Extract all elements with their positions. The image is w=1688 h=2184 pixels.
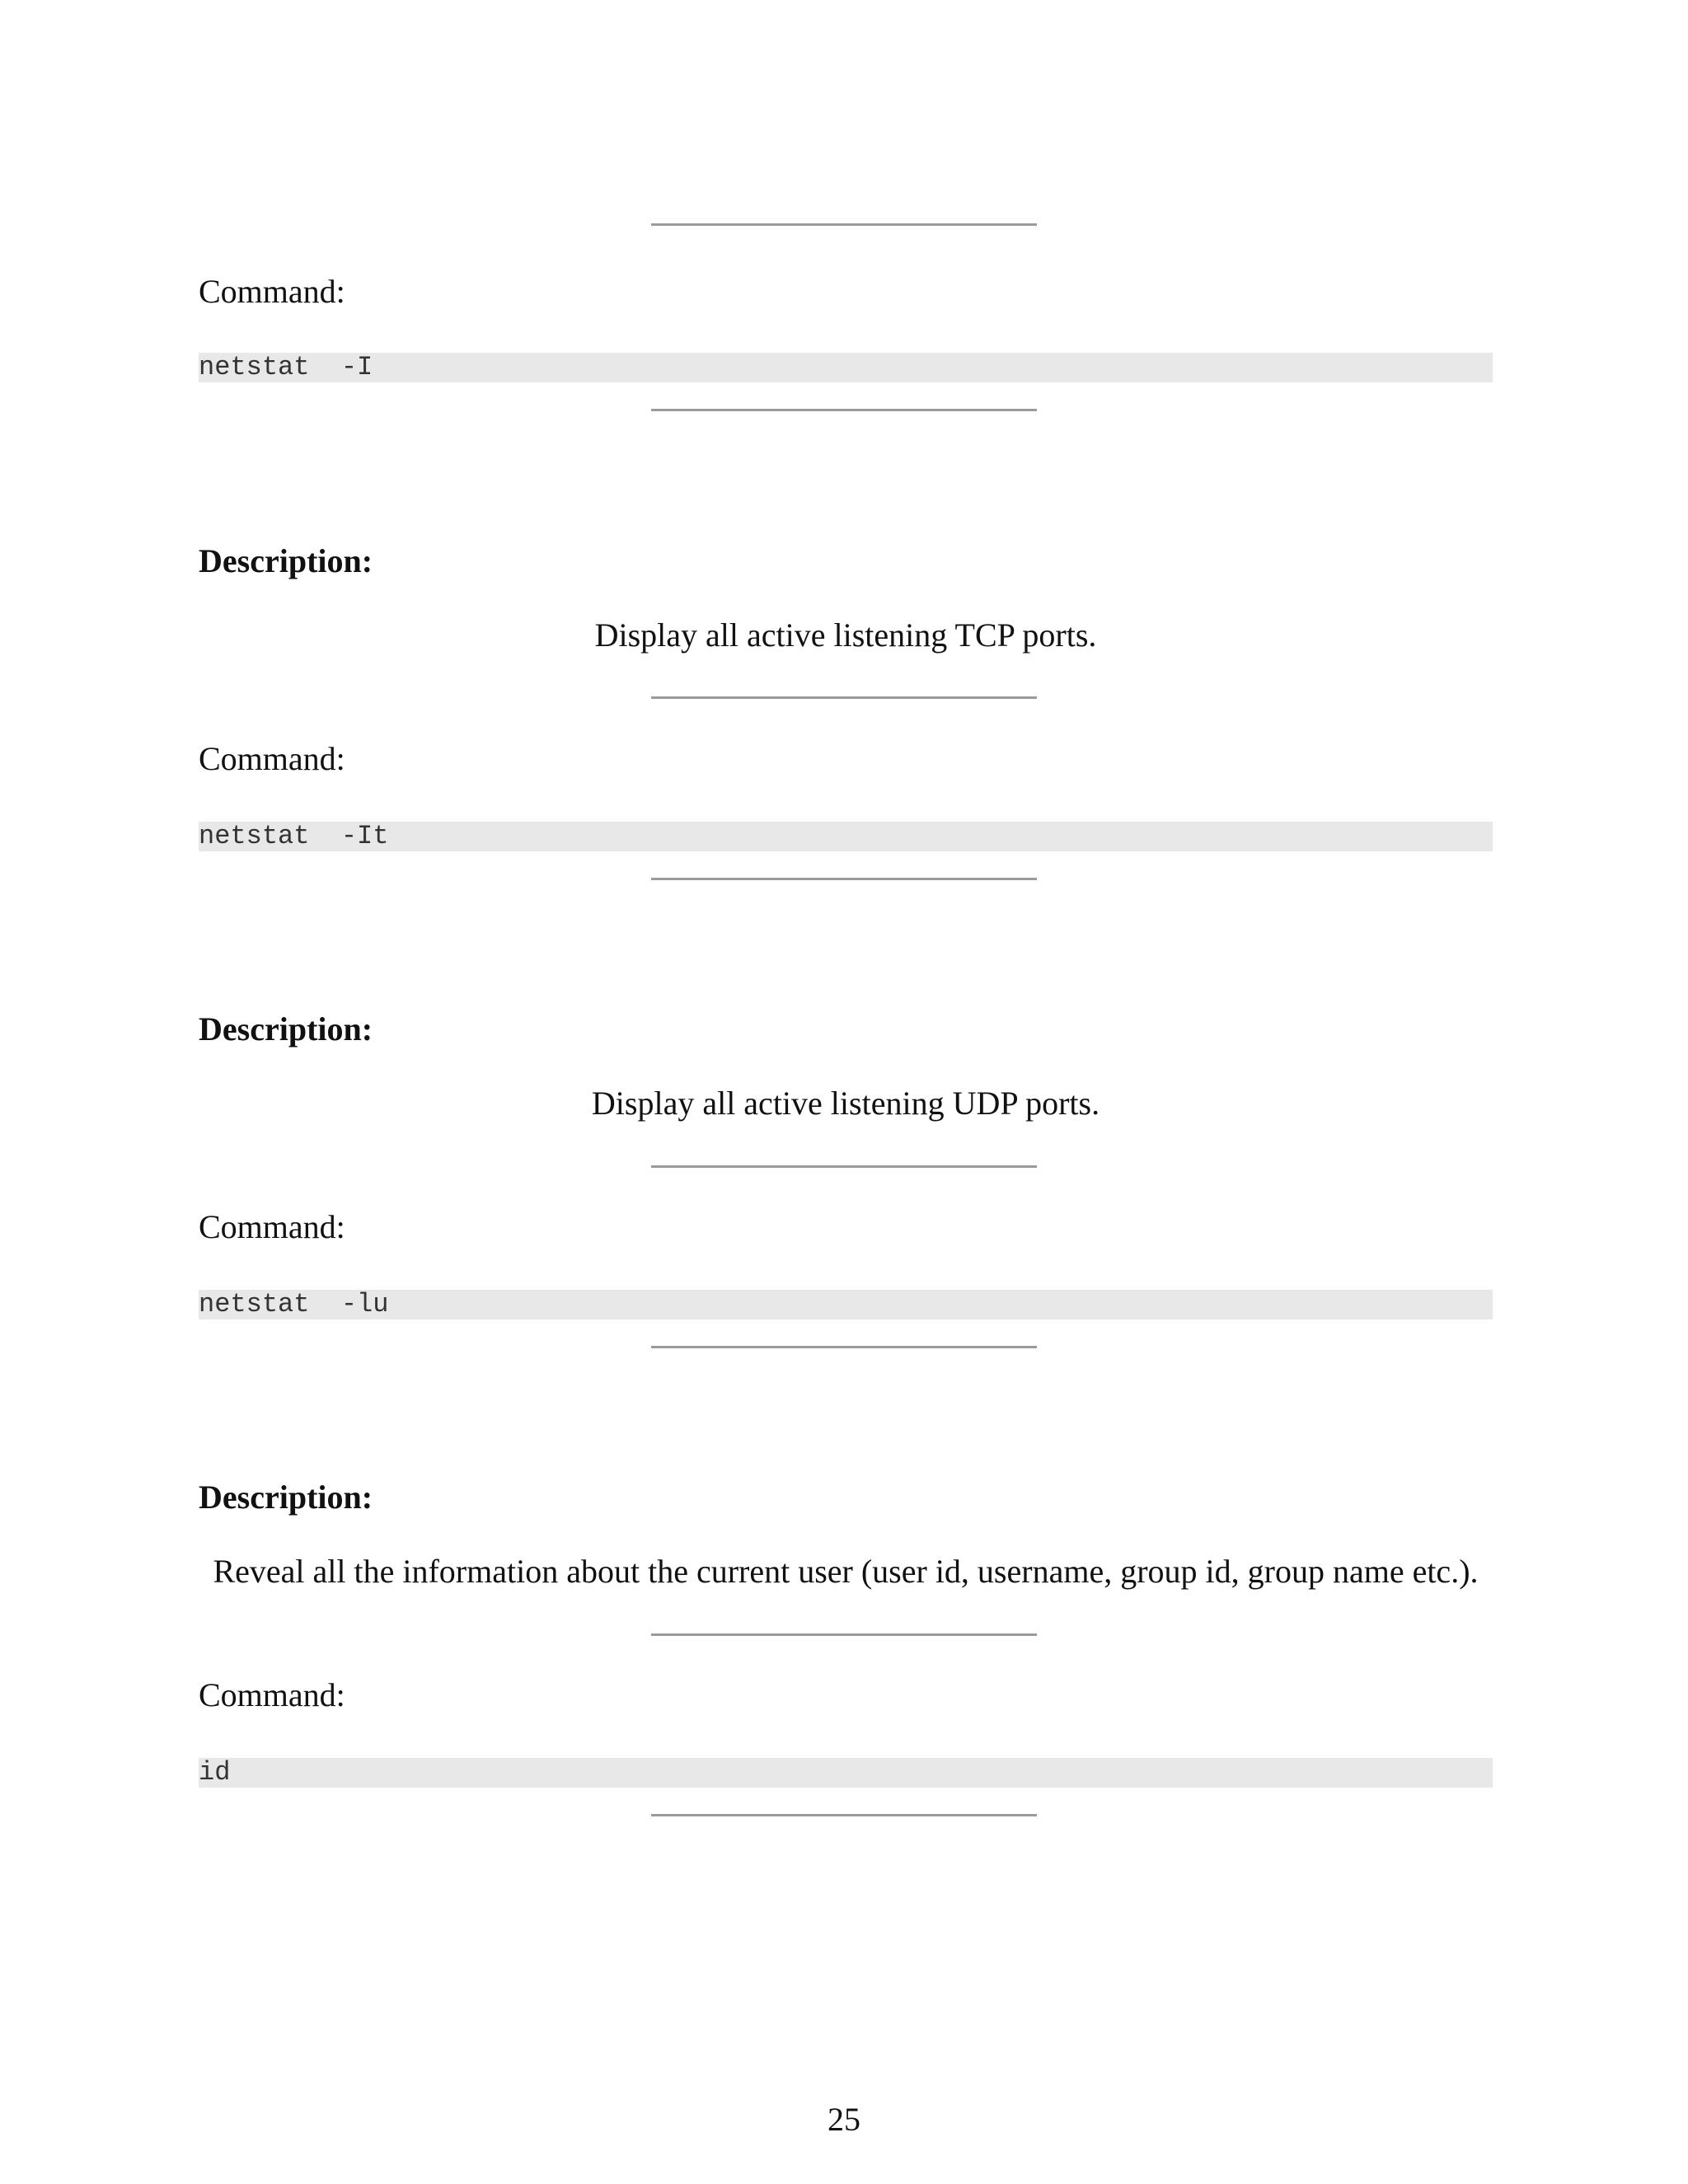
separator-rule [651,409,1037,411]
separator-rule [651,1814,1037,1816]
description-text: Display all active listening TCP ports. [594,616,1097,654]
description-heading: Description: [199,1010,373,1047]
separator-rule [651,1633,1037,1636]
command-code: netstat -lu [199,1290,1493,1319]
description-text: Display all active listening UDP ports. [591,1085,1100,1122]
separator-rule [651,878,1037,880]
command-code: netstat -I [199,353,1493,382]
description-heading: Description: [199,542,373,579]
command-label: Command: [199,740,345,777]
separator-rule [651,1346,1037,1348]
separator-rule [651,223,1037,226]
separator-rule [651,696,1037,699]
description-heading: Description: [199,1479,373,1516]
command-label: Command: [199,1208,345,1245]
command-code: id [199,1758,1493,1788]
command-code: netstat -It [199,822,1493,851]
separator-rule [651,1165,1037,1168]
command-label: Command: [199,1676,345,1713]
page-number: 25 [828,2101,860,2138]
description-text: Reveal all the information about the current user (user id, username, group id, group name etc.). [213,1553,1479,1590]
command-label: Command: [199,273,345,310]
